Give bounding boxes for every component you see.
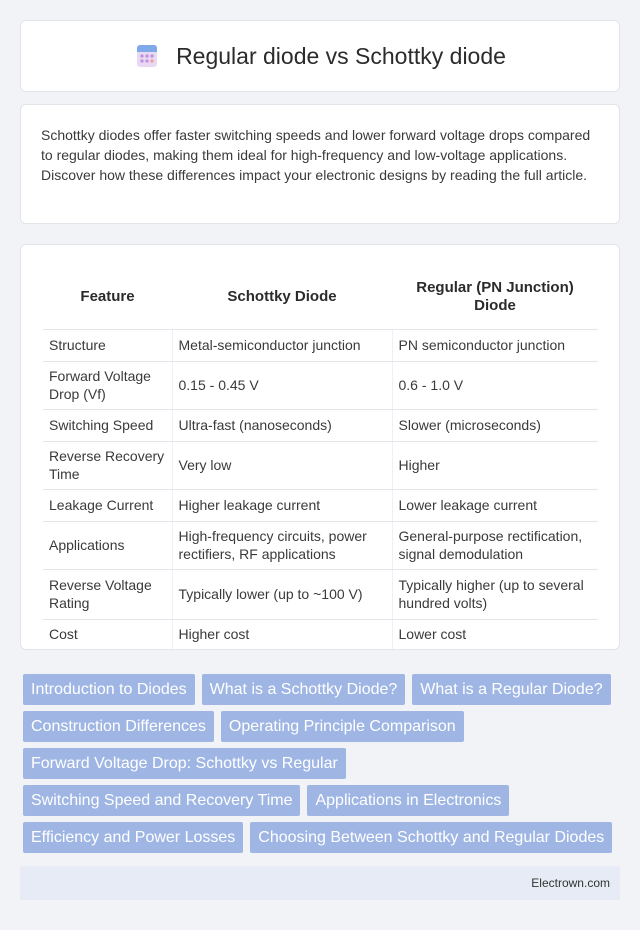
table-cell: Reverse Voltage Rating [43, 569, 172, 619]
table-row [43, 619, 598, 649]
page-title: Regular diode vs Schottky diode [176, 42, 506, 69]
comparison-table-card [20, 244, 620, 650]
tag-switching-speed[interactable]: Switching Speed and Recovery Time [23, 785, 300, 816]
tag-row [23, 748, 623, 779]
table-cell: High-frequency circuits, power rectifiers, RF applications [172, 521, 392, 569]
tag-what-is-schottky-diode[interactable]: What is a Schottky Diode? [202, 674, 406, 705]
table-cell: Cost [43, 619, 172, 649]
table-cell: Forward Voltage Drop (Vf) [43, 361, 172, 409]
table-cell: Higher cost [172, 619, 392, 649]
calculator-icon [134, 43, 160, 69]
table-row [43, 441, 598, 489]
title-card [20, 20, 620, 92]
tag-forward-voltage-drop[interactable]: Forward Voltage Drop: Schottky vs Regular [23, 748, 346, 779]
tag-efficiency-power-losses[interactable]: Efficiency and Power Losses [23, 822, 243, 853]
table-cell: Typically lower (up to ~100 V) [172, 569, 392, 619]
table-cell: 0.15 - 0.45 V [172, 361, 392, 409]
table-row [43, 569, 598, 619]
table-row [43, 409, 598, 441]
table-cell: Slower (microseconds) [392, 409, 598, 441]
table-cell: PN semiconductor junction [392, 329, 598, 361]
tag-construction-differences[interactable]: Construction Differences [23, 711, 214, 742]
table-cell: Lower cost [392, 619, 598, 649]
table-cell: Metal-semiconductor junction [172, 329, 392, 361]
table-cell: 0.6 - 1.0 V [392, 361, 598, 409]
intro-text: Schottky diodes offer faster switching speeds and lower forward voltage drops compared to regular diodes, making them ideal for high-frequency and low-voltage applications. Discover how these differences impact your electronic designs by reading the full article. [41, 127, 591, 183]
table-cell: Leakage Current [43, 489, 172, 521]
header-feature: Feature [43, 265, 172, 329]
table-cell: Switching Speed [43, 409, 172, 441]
tag-row [23, 785, 623, 816]
table-cell: Applications [43, 521, 172, 569]
table-cell: Ultra-fast (nanoseconds) [172, 409, 392, 441]
table-row [43, 361, 598, 409]
table-cell: Reverse Recovery Time [43, 441, 172, 489]
comparison-table [43, 265, 598, 650]
tag-operating-principle[interactable]: Operating Principle Comparison [221, 711, 464, 742]
table-cell: General-purpose rectification, signal demodulation [392, 521, 598, 569]
table-cell: Higher [392, 441, 598, 489]
table-row [43, 329, 598, 361]
tag-row [23, 822, 623, 853]
table-row [43, 489, 598, 521]
tag-introduction-to-diodes[interactable]: Introduction to Diodes [23, 674, 195, 705]
intro-card [20, 104, 620, 224]
header-schottky: Schottky Diode [172, 265, 392, 329]
footer-site-link[interactable]: Electrown.com [531, 876, 610, 890]
footer [20, 866, 620, 900]
tag-row [23, 674, 623, 705]
header-regular: Regular (PN Junction) Diode [392, 265, 598, 329]
table-row [43, 521, 598, 569]
tag-applications[interactable]: Applications in Electronics [307, 785, 509, 816]
topic-tags [23, 674, 623, 859]
table-cell: Higher leakage current [172, 489, 392, 521]
table-cell: Lower leakage current [392, 489, 598, 521]
tag-row [23, 711, 623, 742]
tag-what-is-regular-diode[interactable]: What is a Regular Diode? [412, 674, 610, 705]
table-cell: Structure [43, 329, 172, 361]
table-cell: Typically higher (up to several hundred volts) [392, 569, 598, 619]
table-cell: Very low [172, 441, 392, 489]
table-header-row [43, 265, 598, 329]
tag-choosing-between[interactable]: Choosing Between Schottky and Regular Diodes [250, 822, 612, 853]
